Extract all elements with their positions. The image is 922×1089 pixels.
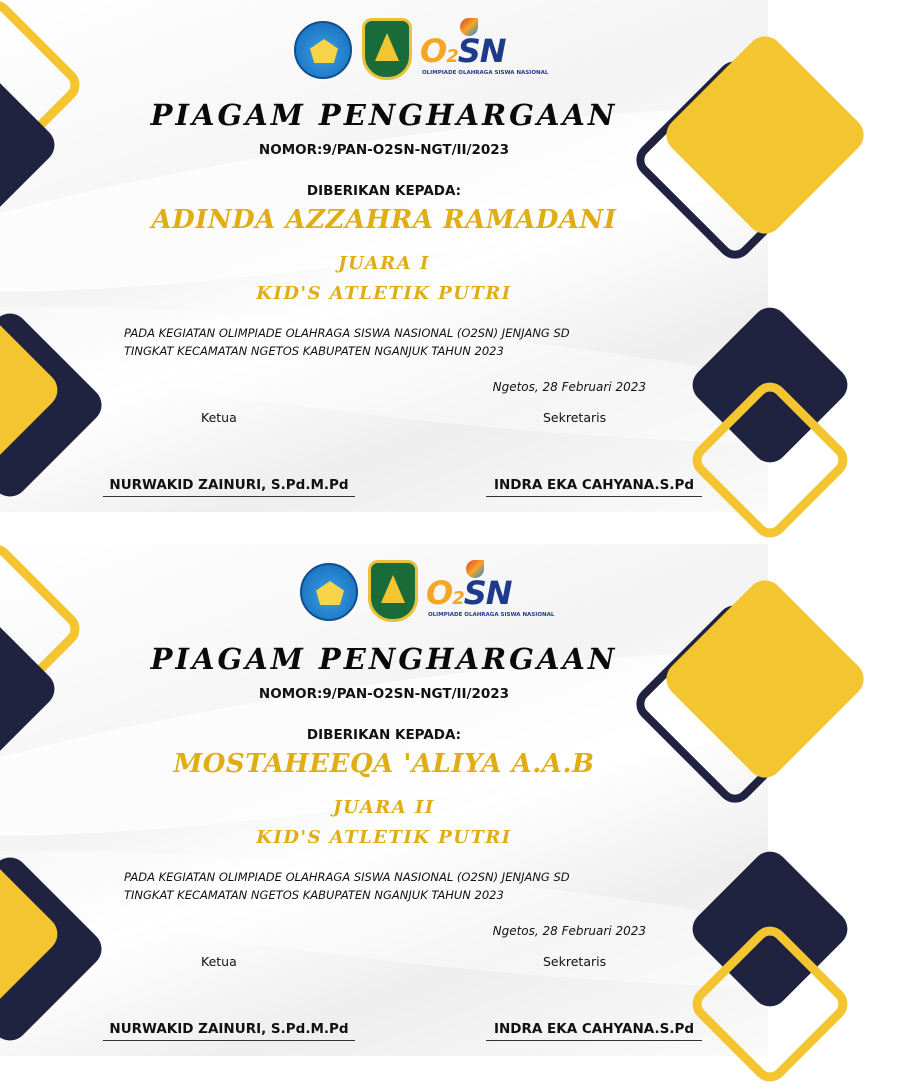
role-chairman: Ketua (201, 954, 237, 969)
signer-secretary-name: INDRA EKA CAHYANA.S.Pd (486, 1021, 702, 1041)
o2sn-logo-subtitle: OLIMPIADE OLAHRAGA SISWA NASIONAL (428, 612, 555, 618)
certificate-2 (0, 544, 768, 1056)
event-label: KID'S ATLETIK PUTRI (256, 827, 512, 848)
awarded-to-label: DIBERIKAN KEPADA: (306, 183, 462, 199)
recipient-name: ADINDA AZZAHRA RAMADANI (151, 205, 617, 235)
certificate-description (124, 324, 684, 360)
certificate-number: NOMOR:9/PAN-O2SN-NGT/II/2023 (258, 142, 510, 158)
event-label: KID'S ATLETIK PUTRI (256, 283, 512, 304)
certificate-1 (0, 0, 768, 512)
certificate-number: NOMOR:9/PAN-O2SN-NGT/II/2023 (258, 686, 510, 702)
signer-secretary-name: INDRA EKA CAHYANA.S.Pd (486, 477, 702, 497)
o2sn-logo: O2SN OLIMPIADE OLAHRAGA SISWA NASIONAL (420, 20, 540, 82)
description-line: TINGKAT KECAMATAN NGETOS KABUPATEN NGANJUK TAHUN 2023 (124, 888, 504, 902)
logo-row (6, 560, 774, 624)
rank-label: JUARA II (333, 797, 435, 818)
recipient-name: MOSTAHEEQA 'ALIYA A.A.B (173, 749, 595, 779)
logo-row (0, 18, 768, 82)
description-line: PADA KEGIATAN OLIMPIADE OLAHRAGA SISWA NASIONAL (O2SN) JENJANG SD (124, 870, 570, 884)
description-line: TINGKAT KECAMATAN NGETOS KABUPATEN NGANJUK TAHUN 2023 (124, 344, 504, 358)
o2sn-logo: O2SN OLIMPIADE OLAHRAGA SISWA NASIONAL (426, 562, 546, 624)
rank-label: JUARA I (338, 253, 430, 274)
role-secretary: Sekretaris (543, 954, 607, 969)
role-chairman: Ketua (201, 410, 237, 425)
tut-wuri-handayani-logo (294, 21, 352, 79)
issue-date: Ngetos, 28 Februari 2023 (492, 380, 646, 394)
kabupaten-nganjuk-logo (362, 18, 412, 80)
tut-wuri-handayani-logo (300, 563, 358, 621)
issue-date: Ngetos, 28 Februari 2023 (492, 924, 646, 938)
certificate-title: PIAGAM PENGHARGAAN (150, 642, 618, 676)
signer-chairman-name: NURWAKID ZAINURI, S.Pd.M.Pd (103, 477, 355, 497)
description-line: PADA KEGIATAN OLIMPIADE OLAHRAGA SISWA NASIONAL (O2SN) JENJANG SD (124, 326, 570, 340)
certificate-description (124, 868, 684, 904)
signer-chairman-name: NURWAKID ZAINURI, S.Pd.M.Pd (103, 1021, 355, 1041)
awarded-to-label: DIBERIKAN KEPADA: (306, 727, 462, 743)
kabupaten-nganjuk-logo (368, 560, 418, 622)
certificate-title: PIAGAM PENGHARGAAN (150, 98, 618, 132)
o2sn-logo-subtitle: OLIMPIADE OLAHRAGA SISWA NASIONAL (422, 70, 549, 76)
role-secretary: Sekretaris (543, 410, 607, 425)
